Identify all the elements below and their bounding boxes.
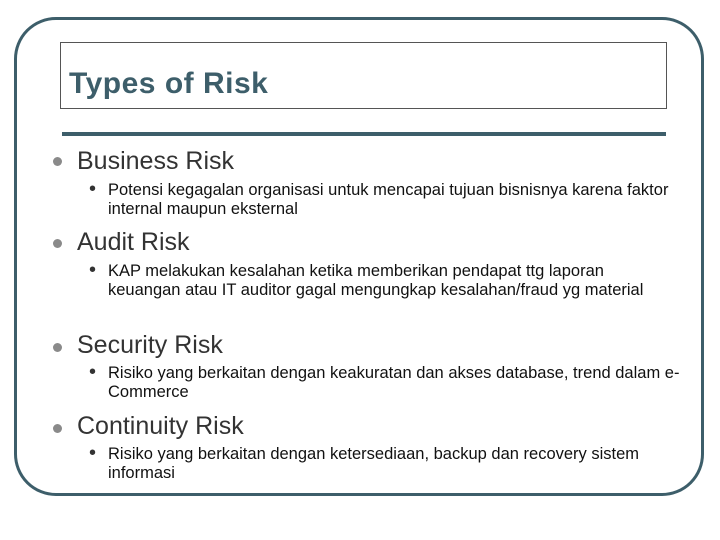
item-detail: Risiko yang berkaitan dengan ketersediaan, backup dan recovery sistem informasi <box>108 445 640 482</box>
title-divider <box>62 132 666 136</box>
bullet-dot-icon <box>53 239 62 248</box>
item-detail: Potensi kegagalan organisasi untuk mencapai tujuan bisnisnya karena faktor internal maupun eksternal <box>108 181 669 218</box>
bullet-dot-icon <box>53 343 62 352</box>
bullet-dot-icon <box>53 157 62 166</box>
bullet-dot-icon <box>53 424 62 433</box>
sub-bullet-icon: • <box>89 361 97 383</box>
item-heading: Audit Risk <box>77 228 190 256</box>
item-heading: Continuity Risk <box>77 412 244 440</box>
sub-bullet-icon: • <box>89 442 97 464</box>
item-detail: KAP melakukan kesalahan ketika memberikan pendapat ttg laporan keuangan atau IT auditor gagal mengungkap kesalahan/fraud yg material <box>108 262 644 299</box>
item-heading: Security Risk <box>77 331 223 359</box>
title-box <box>60 42 667 109</box>
sub-bullet-icon: • <box>89 178 97 200</box>
item-detail: Risiko yang berkaitan dengan keakuratan dan akses database, trend dalam e-Commerce <box>108 364 680 401</box>
item-heading: Business Risk <box>77 147 234 175</box>
sub-bullet-icon: • <box>89 259 97 281</box>
slide-title: Types of Risk <box>69 67 269 100</box>
